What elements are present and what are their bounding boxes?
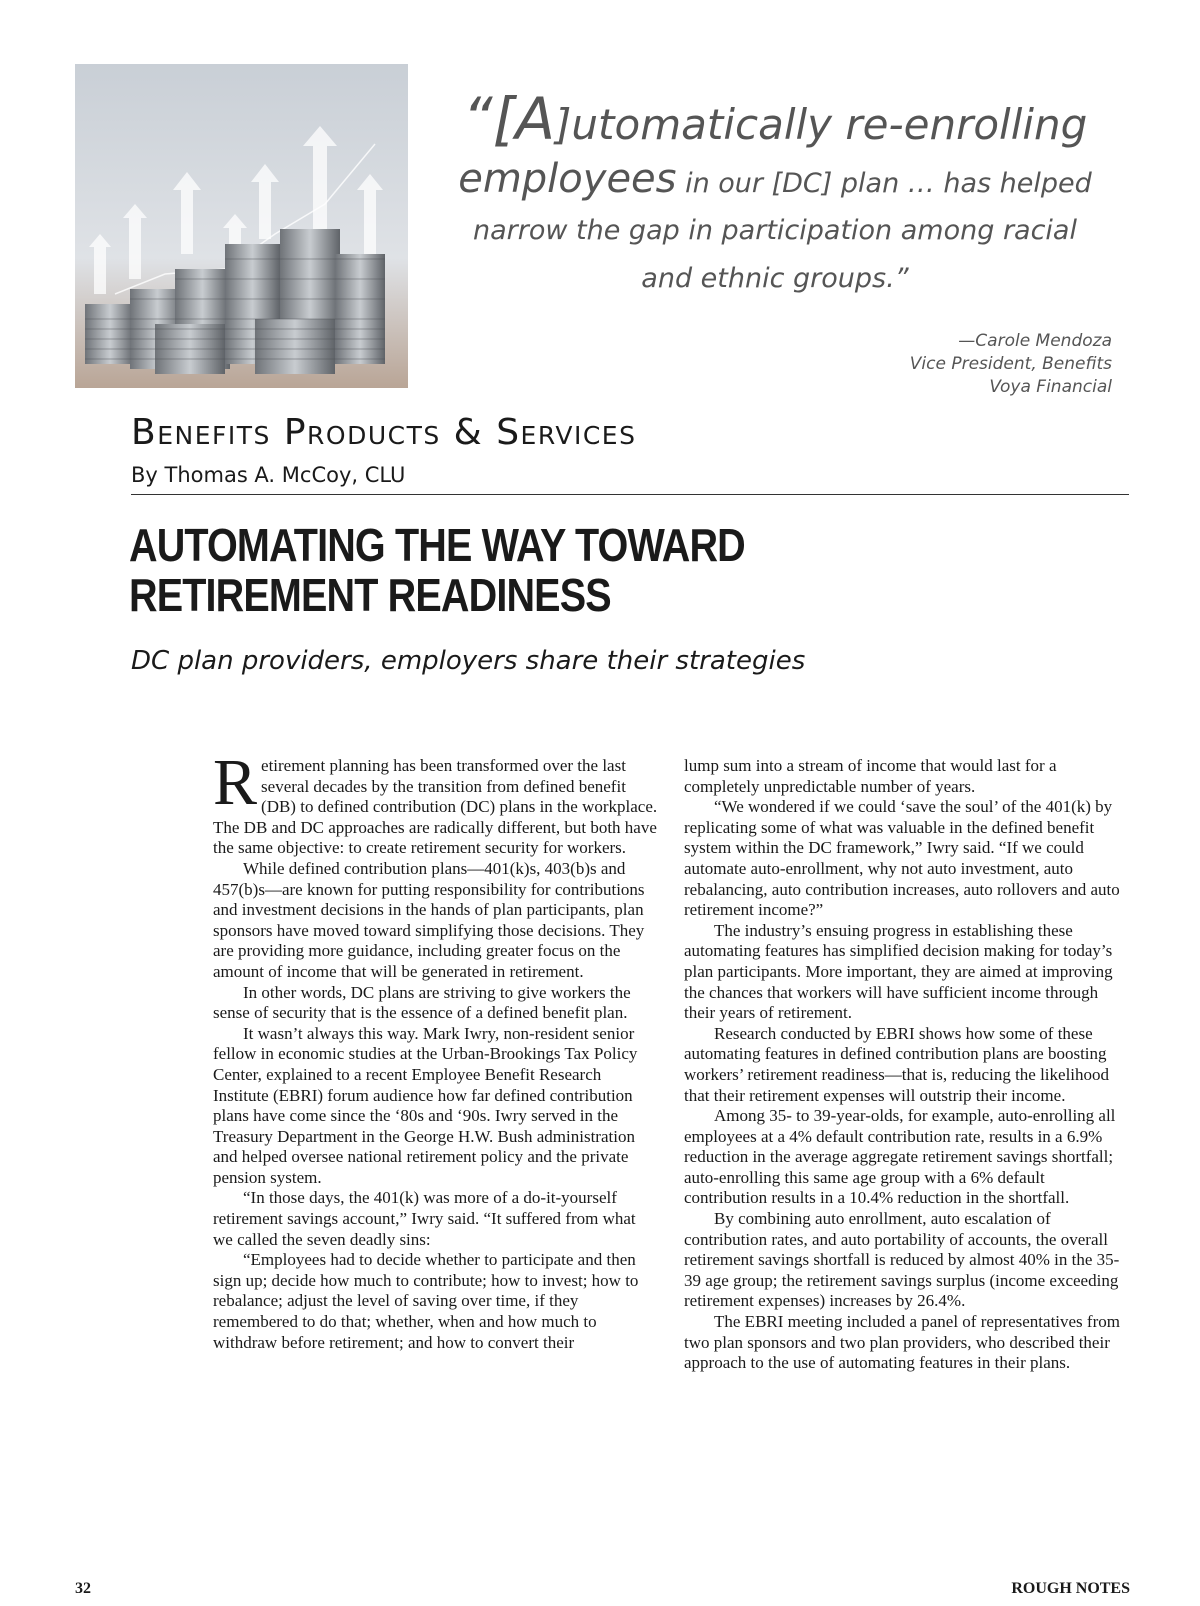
- article-paragraph: Retirement planning has been transformed over the last several decades by the transition from defined benefit (DB) to defined contribution (DC) plans in the workplace. The DB and DC approaches are radically different, but both have the same objective: to create retirement security for workers.: [213, 746, 658, 858]
- article-column-left: [213, 746, 658, 1353]
- publication-name: ROUGH NOTES: [1011, 1580, 1130, 1597]
- article-paragraph: “In those days, the 401(k) was more of a do-it-yourself retirement savings account,” Iwry said. “It suffered from what we called the seven deadly sins:: [213, 1188, 636, 1249]
- pull-quote: [450, 85, 1100, 303]
- article-paragraph: In other words, DC plans are striving to give workers the sense of security that is the essence of a defined benefit plan.: [213, 982, 631, 1023]
- byline: By Thomas A. McCoy, CLU: [131, 463, 406, 487]
- article-paragraph: By combining auto enrollment, auto escalation of contribution rates, and auto portability of accounts, the overall retirement savings shortfall is reduced by almost 40% in the 35-39 age group; the retirement savings surplus (income exceeding retirement expenses) increases by 26.4%.: [684, 1209, 1120, 1311]
- article-column-right: [684, 756, 1129, 1374]
- pull-quote-line-3: narrow the gap in participation among racial: [473, 215, 1077, 246]
- pull-quote-line-4: and ethnic groups.”: [641, 263, 909, 294]
- article-paragraph: Among 35- to 39-year-olds, for example, auto-enrolling all employees at a 4% default contribution rate, results in a 6.9% reduction in the average aggregate retirement savings shortfall; auto-enrolling this same age group with a 6% default contribution results in a 10.4% reduction in the shortfall.: [684, 1106, 1116, 1208]
- coins-arrows-photo: [75, 64, 408, 388]
- article-paragraph: lump sum into a stream of income that would last for a completely unpredictable number of years.: [684, 756, 1057, 796]
- pull-quote-line-1: “[A]utomatically re-enrolling: [462, 85, 1088, 153]
- article-subhead: DC plan providers, employers share their strategies: [131, 646, 806, 676]
- pull-quote-line-2: employees in our [DC] plan … has helped: [458, 156, 1092, 202]
- article-headline: AUTOMATING THE WAY TOWARD RETIREMENT READINESS: [129, 519, 745, 621]
- quote-attribution: —Carole Mendoza Vice President, Benefits Voya Financial: [909, 331, 1112, 397]
- article-paragraph: The industry’s ensuing progress in establishing these automating features has simplified decision making for today’s plan participants. More important, they are aimed at improving the chances that workers will have sufficient income through their years of retirement.: [684, 920, 1113, 1023]
- article-paragraph: The EBRI meeting included a panel of representatives from two plan sponsors and two plan providers, who described their approach to the use of automating features in their plans.: [684, 1312, 1120, 1373]
- article-paragraph: While defined contribution plans—401(k)s, 403(b)s and 457(b)s—are known for putting responsibility for contributions and investment decisions in the hands of plan participants, plan sponsors have moved toward simplifying those decisions. They are providing more guidance, including greater focus on the amount of income that will be generated in retirement.: [213, 858, 645, 981]
- article-paragraph: “Employees had to decide whether to participate and then sign up; decide how much to contribute; how to invest; how to rebalance; adjust the level of saving over time, if they remembered to do that; whether, when and how much to withdraw before retirement; and how to convert their: [213, 1250, 639, 1352]
- drop-cap: R: [213, 746, 258, 819]
- page-number: 32: [75, 1580, 91, 1597]
- article-paragraph: Research conducted by EBRI shows how some of these automating features in defined contribution plans are boosting workers’ retirement readiness—that is, reducing the likelihood that their retirement expenses will outstrip their income.: [684, 1023, 1110, 1105]
- section-label: Benefits Products & Services: [131, 412, 637, 453]
- article-paragraph: It wasn’t always this way. Mark Iwry, non-resident senior fellow in economic studies at the Urban-Brookings Tax Policy Center, explained to a recent Employee Benefit Research Institute (EBRI) forum audience how far defined contribution plans have come since the ‘80s and ‘90s. Iwry served in the Treasury Department in the George H.W. Bush administration and helped oversee national retirement policy and the private pension system.: [213, 1023, 638, 1187]
- article-paragraph: “We wondered if we could ‘save the soul’ of the 401(k) by replicating some of what was valuable in the defined benefit system within the DC framework,” Iwry said. “If we could automate auto-enrollment, why not auto investment, auto rebalancing, auto contribution increases, auto rollovers and auto retirement income?”: [684, 797, 1120, 920]
- divider-rule: [131, 494, 1129, 495]
